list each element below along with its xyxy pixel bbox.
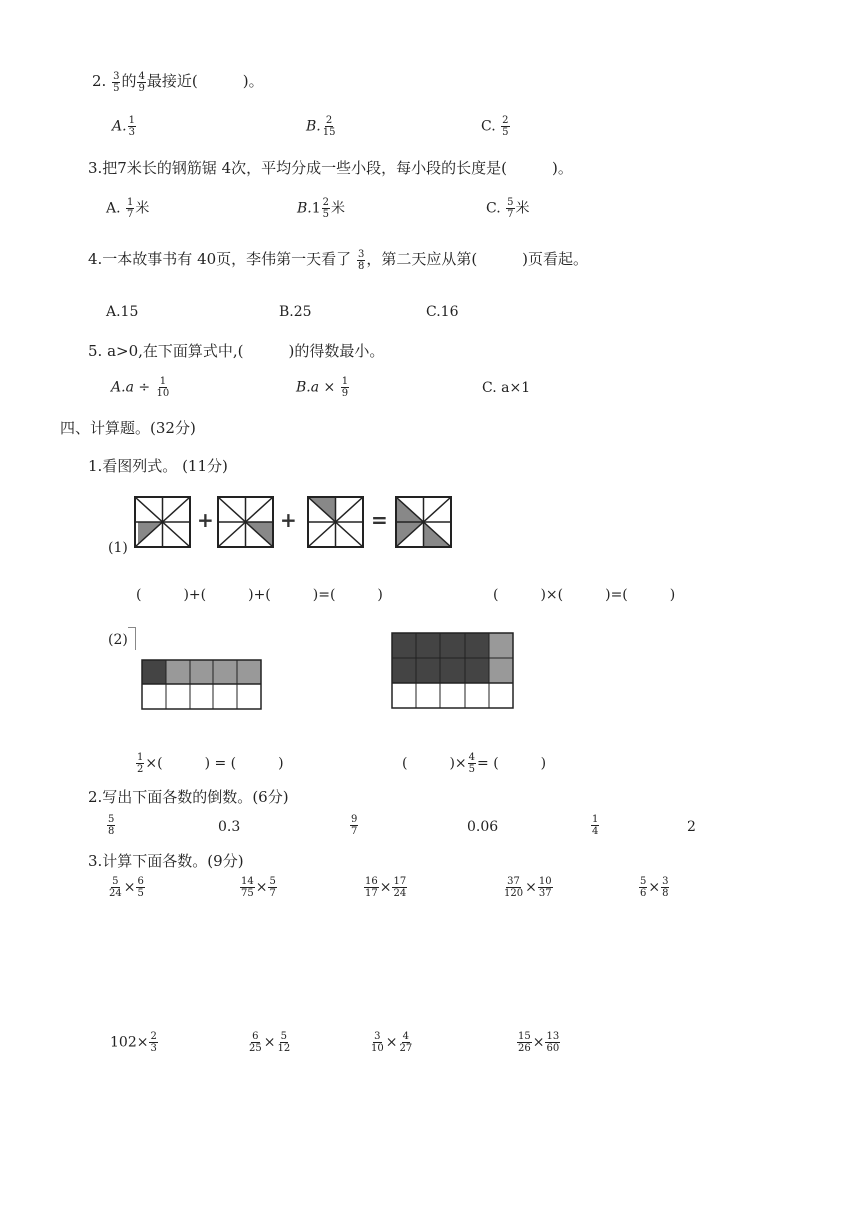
calc-expression: $\frac{14}{75}$ × $\frac{5}{7}$	[241, 876, 276, 899]
equation-fraction-a: $\frac{1}{2}$ ×( ) = ( )	[137, 752, 284, 775]
calc-expression: $\frac{6}{25}$ × $\frac{5}{12}$	[249, 1031, 291, 1054]
square-diagram-1	[134, 496, 191, 548]
q2-option-c: C. $\frac{2}{5}$	[481, 115, 509, 138]
fraction: $\frac{4}{9}$	[138, 70, 145, 94]
question-2: 2. $\frac{3}{5}$ 的 $\frac{4}{9}$ 最接近( )。	[92, 70, 264, 94]
square-diagram-3	[307, 496, 364, 548]
reciprocal-item: 0.3	[218, 819, 241, 835]
calc-expression: $\frac{15}{26}$ × $\frac{13}{60}$	[518, 1031, 560, 1054]
q3-option-b: B.1 $\frac{2}{5}$ 米	[297, 197, 346, 220]
subquestion-3-heading: 3.计算下面各数。(9分)	[88, 852, 244, 870]
q5-option-a: A.a ÷ $\frac{1}{10}$	[111, 376, 170, 399]
plus-sign: +	[197, 508, 214, 532]
q2-option-b: B. $\frac{2}{15}$	[306, 115, 336, 138]
reciprocal-item: $\frac{9}{7}$	[351, 814, 358, 837]
plus-sign: +	[280, 508, 297, 532]
reciprocal-item: $\frac{1}{4}$	[592, 814, 599, 837]
q2-option-a: A. $\frac{1}{3}$	[112, 115, 135, 138]
q4-option-c: C.16	[426, 304, 459, 320]
reciprocal-item: $\frac{5}{8}$	[108, 814, 115, 837]
q5-option-c: C. a×1	[482, 380, 531, 396]
q3-option-c: C. $\frac{5}{7}$ 米	[486, 197, 530, 220]
q3-option-a: A. $\frac{1}{7}$ 米	[106, 197, 150, 220]
grid-diagram-large	[391, 632, 514, 709]
calc-expression: $\frac{37}{120}$ × $\frac{10}{37}$	[504, 876, 552, 899]
calc-expression: $\frac{16}{17}$ × $\frac{17}{24}$	[365, 876, 407, 899]
figure-2-label: (2)	[108, 632, 128, 648]
grid-diagram-small	[141, 659, 262, 710]
q5-option-b: B.a × $\frac{1}{9}$	[296, 376, 349, 399]
label-bracket	[128, 627, 136, 650]
subquestion-1-heading: 1.看图列式。 (11分)	[88, 457, 228, 475]
subquestion-2-heading: 2.写出下面各数的倒数。(6分)	[88, 788, 289, 806]
calc-expression: $\frac{3}{10}$ × $\frac{4}{27}$	[371, 1031, 413, 1054]
question-5: 5. a>0,在下面算式中,( )的得数最小。	[88, 342, 385, 360]
fraction: $\frac{3}{5}$	[113, 70, 120, 94]
calc-expression: $\frac{5}{6}$ × $\frac{3}{8}$	[640, 876, 669, 899]
square-diagram-4	[395, 496, 452, 548]
equation-addition: ( )+( )+( )=( )	[136, 587, 383, 603]
figure-1-label: (1)	[108, 540, 128, 556]
equation-fraction-b: ( )× $\frac{4}{5}$ = ( )	[402, 752, 547, 775]
reciprocal-item: 0.06	[467, 819, 499, 835]
question-4: 4.一本故事书有 40页，李伟第一天看了 $\frac{3}{8}$ ，第二天应从第( )页看起。	[88, 248, 589, 272]
calc-expression: $\frac{5}{24}$ × $\frac{6}{5}$	[109, 876, 144, 899]
q4-option-b: B.25	[279, 304, 312, 320]
calc-expression: 102× $\frac{2}{3}$	[110, 1031, 157, 1054]
equation-multiplication: ( )×( )=( )	[493, 587, 676, 603]
q4-option-a: A.15	[106, 304, 139, 320]
section-4-heading: 四、计算题。(32分)	[60, 419, 196, 437]
reciprocal-item: 2	[687, 819, 696, 835]
question-3: 3.把7米长的钢筋锯 4次，平均分成一些小段，每小段的长度是( )。	[88, 159, 573, 177]
square-diagram-2	[217, 496, 274, 548]
equals-sign: =	[371, 508, 388, 532]
